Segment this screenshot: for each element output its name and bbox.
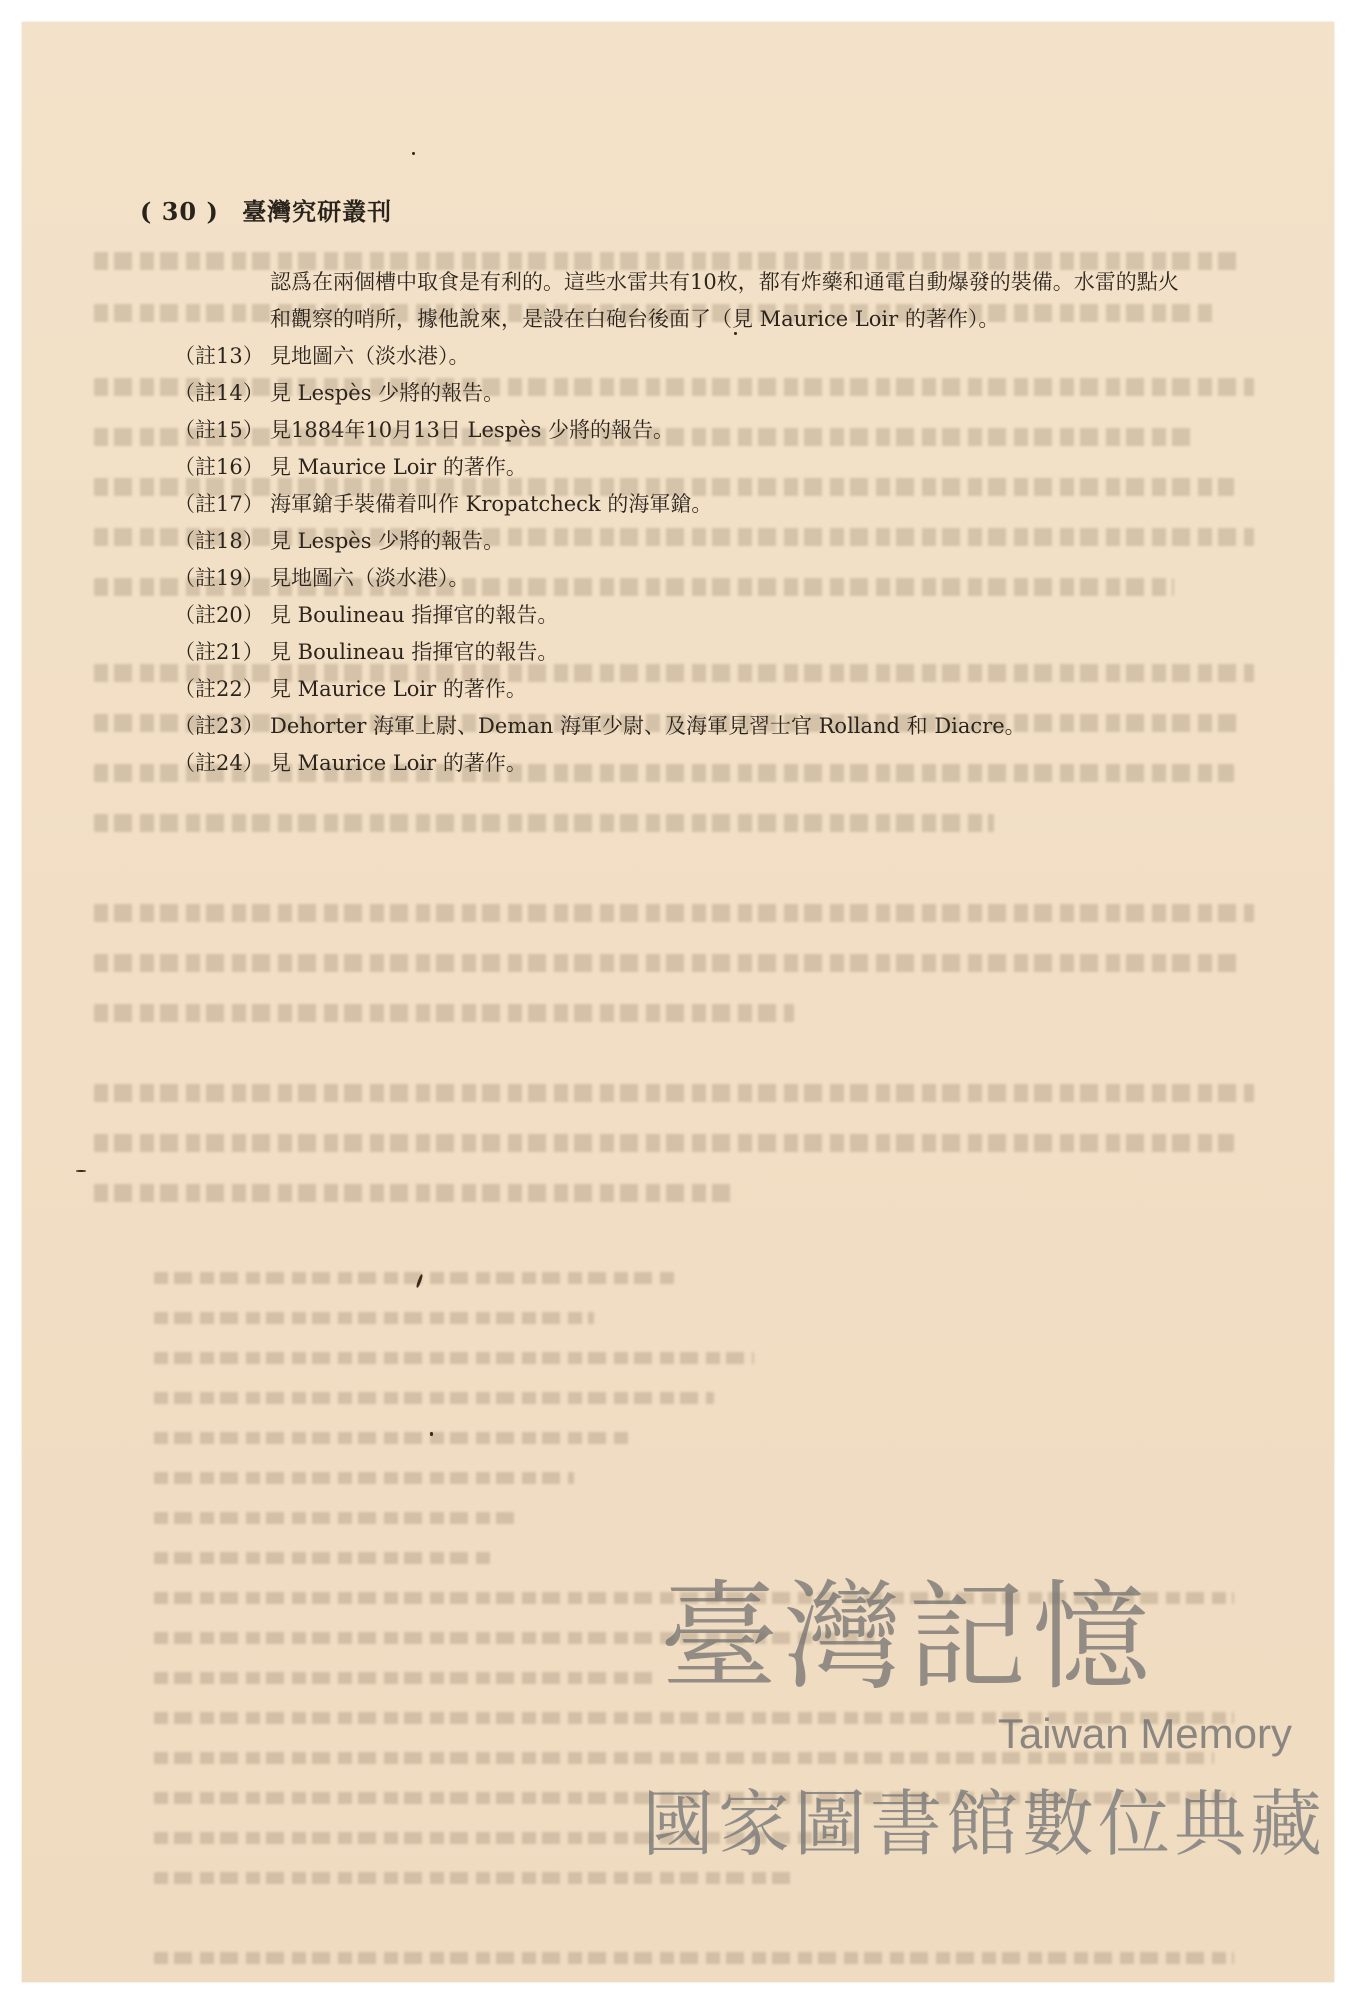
scanned-paper <box>22 22 1334 1982</box>
continued-paragraph <box>270 264 1260 338</box>
footnote-label: （註18） <box>174 529 264 553</box>
footnote-label: （註14） <box>174 381 264 405</box>
footnote-text: 見1884年10月13日 Lespès 少將的報告。 <box>270 418 675 442</box>
footnote-label: （註22） <box>174 677 264 701</box>
footnote-text: 見地圖六（淡水港）。 <box>270 344 470 368</box>
watermark-handwritten-title: 臺灣記憶 <box>660 1568 1157 1706</box>
footnote-label: （註21） <box>174 640 264 664</box>
footnote <box>174 560 1274 597</box>
footnote-text: 見 Boulineau 指揮官的報告。 <box>270 640 559 664</box>
footnote <box>174 412 1274 449</box>
footnote <box>174 375 1274 412</box>
footnote-text: Dehorter 海軍上尉、Deman 海軍少尉、及海軍見習士官 Rolland 和 Diacre。 <box>270 714 1026 738</box>
footnote-label: （註16） <box>174 455 264 479</box>
footnote-text: 見 Maurice Loir 的著作。 <box>270 751 527 775</box>
ink-speck <box>416 1274 424 1288</box>
watermark-english-title: Taiwan Memory <box>997 1710 1292 1757</box>
journal-title: 臺灣究研叢刊 <box>242 197 393 226</box>
footnote <box>174 486 1274 523</box>
library-watermark <box>642 1542 1327 1872</box>
footnote-label: （註24） <box>174 751 264 775</box>
ink-speck <box>430 1432 433 1436</box>
footnote <box>174 745 1274 782</box>
paragraph-line: 和觀察的哨所，據他說來，是設在白砲台後面了（見 Maurice Loir 的著作）。 <box>270 307 1000 331</box>
paragraph-line: 認爲在兩個槽中取食是有利的。這些水雷共有10枚，都有炸藥和通電自動爆發的裝備。水雷的點火 <box>270 270 1179 294</box>
ink-speck <box>76 1170 86 1172</box>
footnote-label: （註20） <box>174 603 264 627</box>
footnote <box>174 338 1274 375</box>
ink-speck <box>412 152 415 155</box>
footnote-label: （註15） <box>174 418 264 442</box>
footnote-label: （註23） <box>174 714 264 738</box>
ink-speck <box>734 332 737 335</box>
footnote <box>174 523 1274 560</box>
footnote-text: 見地圖六（淡水港）。 <box>270 566 470 590</box>
footnote <box>174 597 1274 634</box>
footnote-text: 見 Maurice Loir 的著作。 <box>270 677 527 701</box>
footnote <box>174 449 1274 486</box>
running-header <box>140 192 392 227</box>
footnote-label: （註17） <box>174 492 264 516</box>
footnote-text: 見 Lespès 少將的報告。 <box>270 381 505 405</box>
footnote-text: 見 Maurice Loir 的著作。 <box>270 455 527 479</box>
footnote <box>174 708 1274 745</box>
watermark-library-name: 國家圖書館數位典藏 <box>642 1782 1327 1866</box>
footnote <box>174 634 1274 671</box>
footnote-text: 海軍鎗手裝備着叫作 Kropatcheck 的海軍鎗。 <box>270 492 713 516</box>
footnote-label: （註13） <box>174 344 264 368</box>
footnote <box>174 671 1274 708</box>
footnote-text: 見 Boulineau 指揮官的報告。 <box>270 603 559 627</box>
page-number: ( 30 ) <box>140 197 219 226</box>
footnotes-list <box>174 338 1274 782</box>
footnote-label: （註19） <box>174 566 264 590</box>
footnote-text: 見 Lespès 少將的報告。 <box>270 529 505 553</box>
